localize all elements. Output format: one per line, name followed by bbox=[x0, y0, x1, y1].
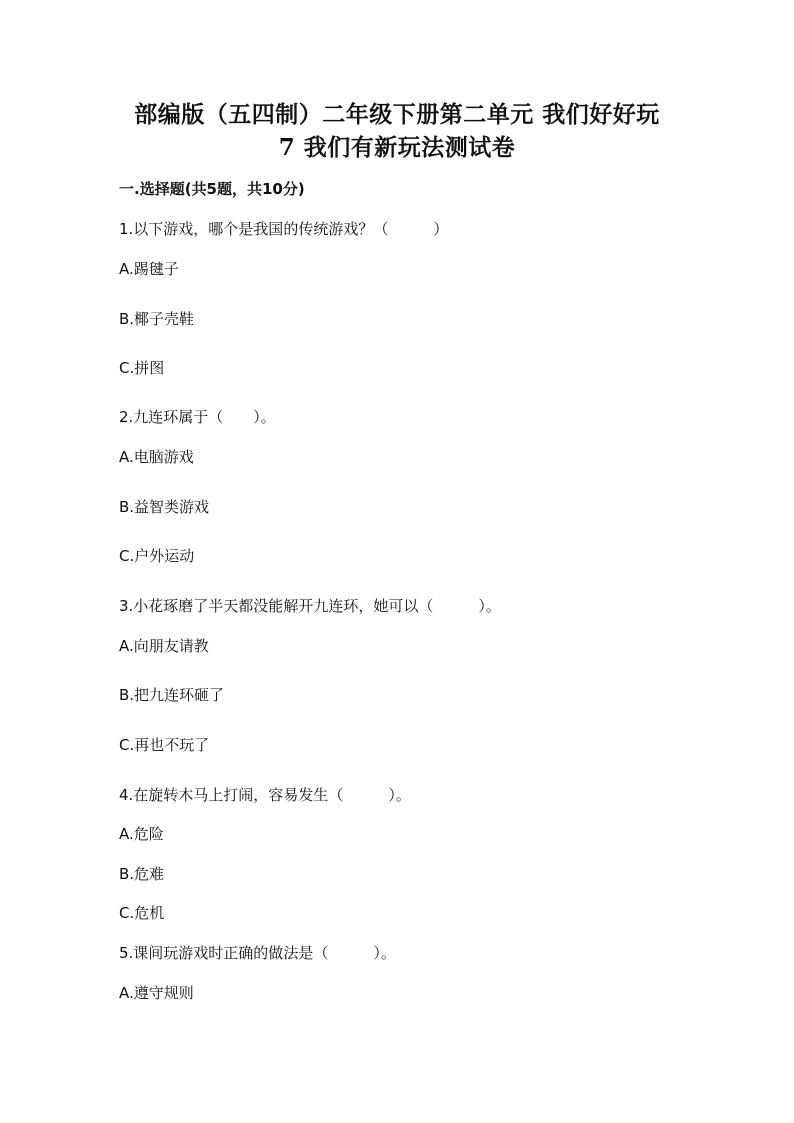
question-4-option-a: A.危险 bbox=[119, 825, 164, 843]
question-4-option-c: C.危机 bbox=[119, 904, 165, 922]
question-1-option-a: A.踢毽子 bbox=[119, 260, 179, 278]
question-4-option-b: B.危难 bbox=[119, 865, 165, 883]
question-5-stem: 5.课间玩游戏时正确的做法是（ ）。 bbox=[119, 944, 396, 962]
paper-title: 部编版（五四制）二年级下册第二单元 我们好好玩 bbox=[134, 101, 660, 128]
paper-subtitle: 7 我们有新玩法测试卷 bbox=[278, 134, 516, 161]
question-4-stem: 4.在旋转木马上打闹，容易发生（ ）。 bbox=[119, 786, 411, 804]
question-3-option-b: B.把九连环砸了 bbox=[119, 686, 225, 704]
question-1-option-b: B.椰子壳鞋 bbox=[119, 310, 195, 328]
question-1-stem: 1.以下游戏，哪个是我国的传统游戏？（ ） bbox=[119, 220, 449, 238]
question-2-option-a: A.电脑游戏 bbox=[119, 448, 194, 466]
question-3-stem: 3.小花琢磨了半天都没能解开九连环，她可以（ ）。 bbox=[119, 597, 501, 615]
question-1-option-c: C.拼图 bbox=[119, 359, 165, 377]
section-heading: 一.选择题(共5题，共10分) bbox=[119, 180, 305, 198]
question-5-option-a: A.遵守规则 bbox=[119, 984, 194, 1002]
question-3-option-a: A.向朋友请教 bbox=[119, 637, 209, 655]
question-2-option-b: B.益智类游戏 bbox=[119, 498, 210, 516]
question-2-stem: 2.九连环属于（ ）。 bbox=[119, 408, 276, 426]
question-2-option-c: C.户外运动 bbox=[119, 547, 195, 565]
question-3-option-c: C.再也不玩了 bbox=[119, 736, 210, 754]
